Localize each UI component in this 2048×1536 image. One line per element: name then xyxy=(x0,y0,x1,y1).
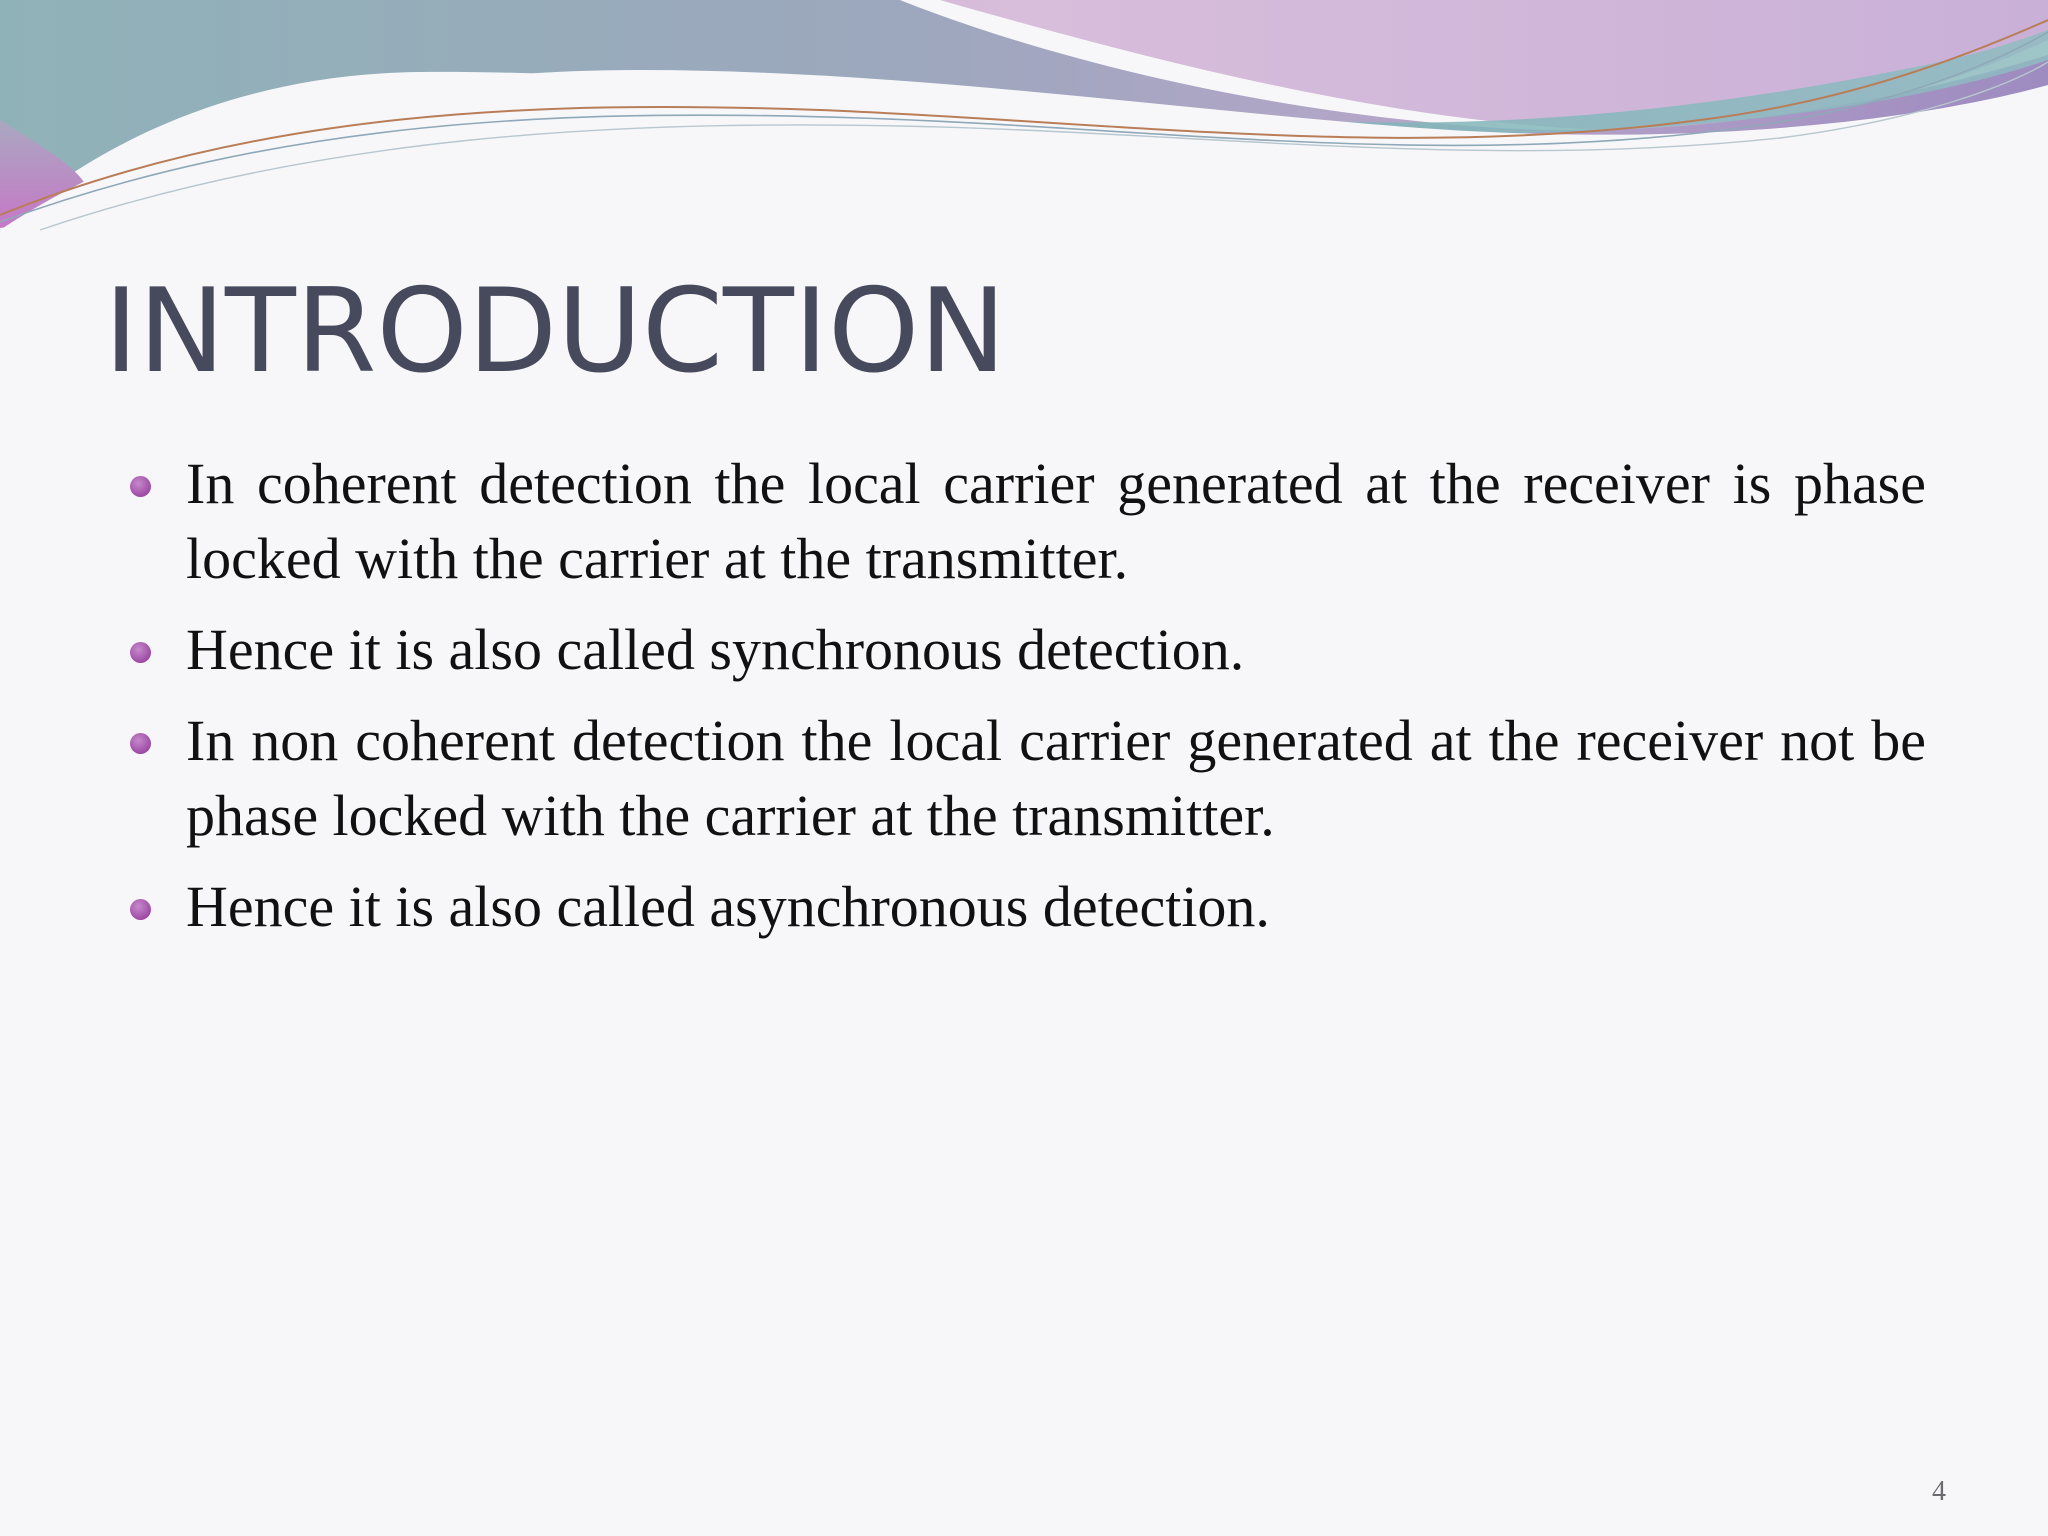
header-wave-decoration xyxy=(0,0,2048,240)
bullet-text: In non coherent detection the local carrier generated at the receiver not be phase locked with the carrier at the transmitter. xyxy=(186,708,1926,848)
bullet-dot-icon xyxy=(130,642,151,663)
bullet-text: In coherent detection the local carrier generated at the receiver is phase locked with the carrier at the transmitter. xyxy=(186,451,1926,591)
bullet-item xyxy=(126,703,1926,853)
bullet-dot-icon xyxy=(130,899,151,920)
bullet-item xyxy=(126,446,1926,596)
bullet-list xyxy=(126,446,1926,960)
bullet-text: Hence it is also called synchronous detection. xyxy=(186,617,1245,682)
bullet-item xyxy=(126,612,1926,687)
bullet-dot-icon xyxy=(130,733,151,754)
page-number: 4 xyxy=(1932,1476,1946,1507)
bullet-text: Hence it is also called asynchronous detection. xyxy=(186,874,1270,939)
bullet-item xyxy=(126,869,1926,944)
slide-title: INTRODUCTION xyxy=(104,264,1007,399)
bullet-dot-icon xyxy=(130,476,151,497)
